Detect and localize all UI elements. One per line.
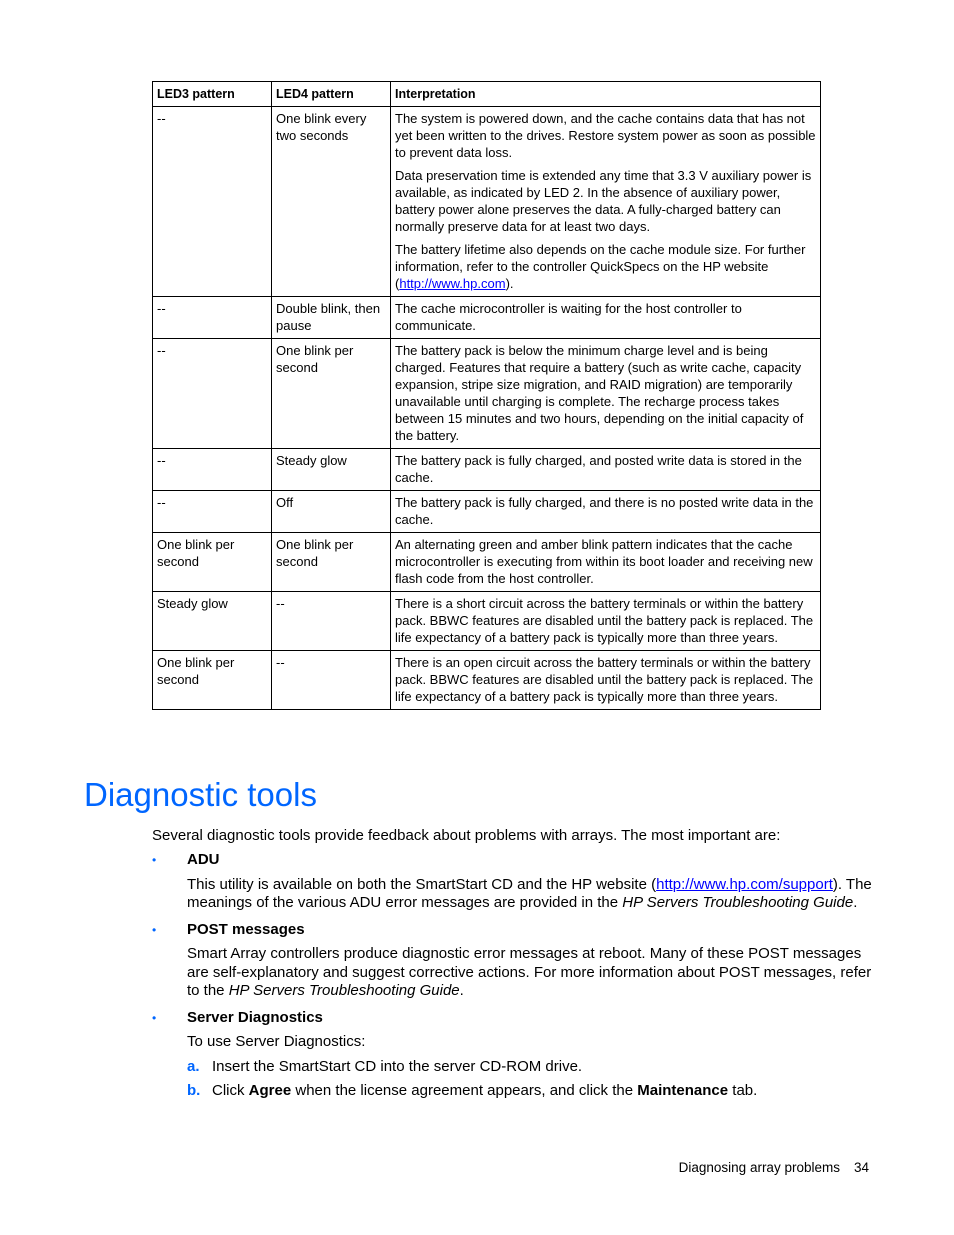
table-row [153, 107, 821, 297]
column-header-led3: LED3 pattern [153, 82, 272, 107]
interpretation-cell: The cache microcontroller is waiting for the host controller to communicate. [391, 297, 821, 339]
diagnostic-tools-list [152, 851, 872, 1107]
list-item-server-diagnostics [152, 1009, 872, 1101]
led4-cell: One blink per second [272, 339, 391, 449]
maintenance-label: Maintenance [637, 1082, 729, 1099]
item-title: ADU [187, 851, 220, 868]
item-description [187, 876, 872, 913]
led4-cell: One blink per second [272, 533, 391, 592]
item-description [187, 945, 872, 1001]
item-description: To use Server Diagnostics: [187, 1033, 366, 1050]
agree-label: Agree [248, 1082, 292, 1099]
interpretation-cell: An alternating green and amber blink pattern indicates that the cache microcontroller is executing from within its boot loader and receiving new flash code from the host controller. [391, 533, 821, 592]
table-row [153, 449, 821, 491]
led3-cell: -- [153, 339, 272, 449]
table-row [153, 339, 821, 449]
table-row [153, 491, 821, 533]
step-a [187, 1058, 872, 1077]
led4-cell: One blink every two seconds [272, 107, 391, 297]
section-heading: Diagnostic tools [84, 776, 317, 813]
table-header-row [153, 82, 821, 107]
led3-cell: -- [153, 297, 272, 339]
led3-cell: Steady glow [153, 592, 272, 651]
interpretation-paragraph: The system is powered down, and the cache contains data that has not yet been written to the drives. Restore system power as soon as possible to prevent data loss. [395, 111, 816, 160]
led3-cell: One blink per second [153, 533, 272, 592]
led4-cell: Double blink, then pause [272, 297, 391, 339]
led3-cell: -- [153, 449, 272, 491]
interpretation-cell: There is a short circuit across the battery terminals or within the battery pack. BBWC features are disabled until the battery pack is replaced. The life expectancy of a battery pack is typically more than three years. [391, 592, 821, 651]
page-number: 34 [853, 1160, 869, 1175]
table-row [153, 297, 821, 339]
text-fragment: when the license agreement appears, and click the [291, 1082, 638, 1099]
page-footer [679, 1159, 869, 1177]
led3-cell: -- [153, 491, 272, 533]
column-header-interpretation: Interpretation [391, 82, 821, 107]
table-row [153, 651, 821, 710]
interpretation-cell: There is an open circuit across the battery terminals or within the battery pack. BBWC features are disabled until the battery pack is replaced. The life expectancy of a battery pack is typically more than three years. [391, 651, 821, 710]
footer-chapter: Diagnosing array problems [678, 1160, 840, 1175]
interpretation-cell: The battery pack is fully charged, and posted write data is stored in the cache. [391, 449, 821, 491]
hp-support-link[interactable]: http://www.hp.com/support [656, 875, 833, 893]
section-intro: Several diagnostic tools provide feedback about problems with arrays. The most important are: [152, 827, 781, 844]
interpretation-cell [391, 107, 821, 297]
text-fragment: ). [505, 276, 514, 291]
step-text: Insert the SmartStart CD into the server CD-ROM drive. [212, 1057, 583, 1075]
text-fragment: . [853, 894, 858, 911]
text-fragment: Smart Array controllers produce diagnostic error messages at reboot. Many of these POST messages are self-explanatory and suggest corrective actions. For more information about POST messages, refer to the [187, 945, 872, 999]
item-title: Server Diagnostics [187, 1008, 323, 1026]
table-row [153, 592, 821, 651]
guide-title: HP Servers Troubleshooting Guide [622, 894, 854, 911]
interpretation-paragraph [395, 241, 816, 292]
text-fragment: The battery lifetime also depends on the cache module size. For further information, refer to the controller QuickSpecs on the HP website ( [395, 242, 806, 291]
text-fragment: . [459, 982, 464, 999]
step-text [212, 1082, 757, 1099]
interpretation-cell: The battery pack is below the minimum charge level and is being charged. Features that require a battery (such as write cache, capacity expansion, stripe size migration, and RAID migration) are temporarily unavailable until charging is complete. The recharge process takes between 15 minutes and two hours, depending on the initial capacity of the battery. [391, 339, 821, 449]
guide-title: HP Servers Troubleshooting Guide [228, 982, 460, 999]
led3-cell: -- [153, 107, 272, 297]
bullet-icon: • [152, 1010, 157, 1025]
interpretation-cell: The battery pack is fully charged, and there is no posted write data in the cache. [391, 491, 821, 533]
text-fragment: This utility is available on both the SmartStart CD and the HP website ( [187, 875, 657, 893]
led4-cell: -- [272, 651, 391, 710]
step-b [187, 1082, 872, 1101]
table-row [153, 533, 821, 592]
text-fragment: tab. [728, 1082, 758, 1099]
led4-cell: Off [272, 491, 391, 533]
bullet-icon: • [152, 922, 157, 937]
text-fragment: Click [212, 1082, 249, 1099]
step-marker: a. [187, 1057, 200, 1075]
column-header-led4: LED4 pattern [272, 82, 391, 107]
led-pattern-table [152, 81, 821, 710]
list-item-adu [152, 851, 872, 913]
led4-cell: Steady glow [272, 449, 391, 491]
bullet-icon: • [152, 853, 157, 867]
list-item-post-messages [152, 921, 872, 1001]
step-marker: b. [187, 1082, 201, 1099]
item-title: POST messages [187, 920, 305, 938]
hp-website-link[interactable]: http://www.hp.com [399, 276, 506, 291]
interpretation-paragraph: Data preservation time is extended any time that 3.3 V auxiliary power is available, as indicated by LED 2. In the absence of auxiliary power, battery power alone preserves the data. A fully-charged battery can normally preserve data for at least two days. [395, 168, 812, 234]
led4-cell: -- [272, 592, 391, 651]
text-fragment: ). The meanings of the various ADU error messages are provided in the [187, 875, 872, 911]
led3-cell: One blink per second [153, 651, 272, 710]
